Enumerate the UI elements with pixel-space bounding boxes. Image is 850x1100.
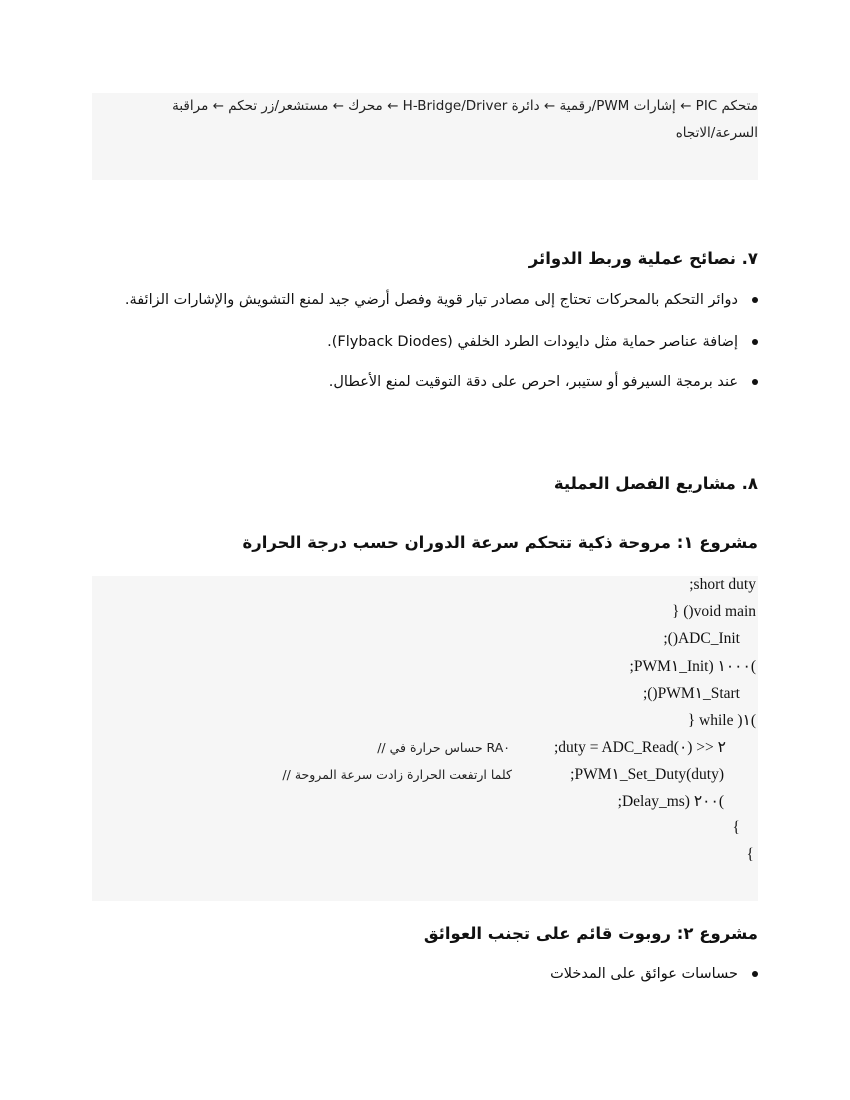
bullet-text: إضافة عناصر حماية مثل دايودات الطرد الخلفي (Flyback Diodes). (327, 334, 738, 350)
code-line: ;()PWM١_Start (642, 685, 740, 702)
bullet-dot-icon (752, 971, 758, 977)
section-7-heading: ٧. نصائح عملية وربط الدوائر (528, 249, 758, 268)
code-line: } ()void main (671, 603, 756, 620)
code-line: ;duty = ADC_Read(٠) >> ٢ (553, 739, 726, 756)
code-line: } while )١( (687, 712, 756, 729)
project-2-heading: مشروع ٢: روبوت قائم على تجنب العوائق (423, 924, 758, 943)
project-2-bullet-1 (550, 966, 758, 982)
flow-chain-box (92, 93, 758, 180)
code-block (92, 576, 758, 901)
flow-chain-text: متحكم PIC ← إشارات PWM/رقمية ← دائرة H-Bridge/Driver ← محرك ← مستشعر/زر تحكم ← مراقبة السرعة/الاتجاه (172, 98, 758, 141)
code-line: ;short duty (689, 576, 756, 593)
section-7-bullet-2 (327, 334, 758, 350)
code-line: ;PWM١_Set_Duty(duty) (570, 766, 724, 783)
section-8-heading: ٨. مشاريع الفصل العملية (553, 474, 758, 493)
code-line: ;Delay_ms) ٢٠٠( (617, 793, 724, 810)
bullet-text: عند برمجة السيرفو أو ستيبر، احرص على دقة التوقيت لمنع الأعطال. (328, 374, 738, 390)
bullet-dot-icon (752, 379, 758, 385)
bullet-dot-icon (752, 339, 758, 345)
code-line: ;()ADC_Init (663, 630, 740, 647)
code-line: ;PWM١_Init) ١٠٠٠( (629, 658, 756, 675)
section-7-bullet-1 (125, 292, 758, 308)
code-line: { (746, 846, 754, 863)
code-comment: // حساس حرارة في RA٠ (377, 740, 510, 755)
section-7-bullet-3 (329, 374, 758, 390)
code-line: { (732, 819, 740, 836)
project-1-heading: مشروع ١: مروحة ذكية تتحكم سرعة الدوران حسب درجة الحرارة (242, 533, 758, 552)
code-comment: // كلما ارتفعت الحرارة زادت سرعة المروحة (282, 767, 512, 782)
bullet-dot-icon (752, 297, 758, 303)
bullet-text: دوائر التحكم بالمحركات تحتاج إلى مصادر تيار قوية وفصل أرضي جيد لمنع التشويش والإشارات الزائفة. (124, 292, 738, 308)
bullet-text: حساسات عوائق على المدخلات (550, 966, 738, 982)
